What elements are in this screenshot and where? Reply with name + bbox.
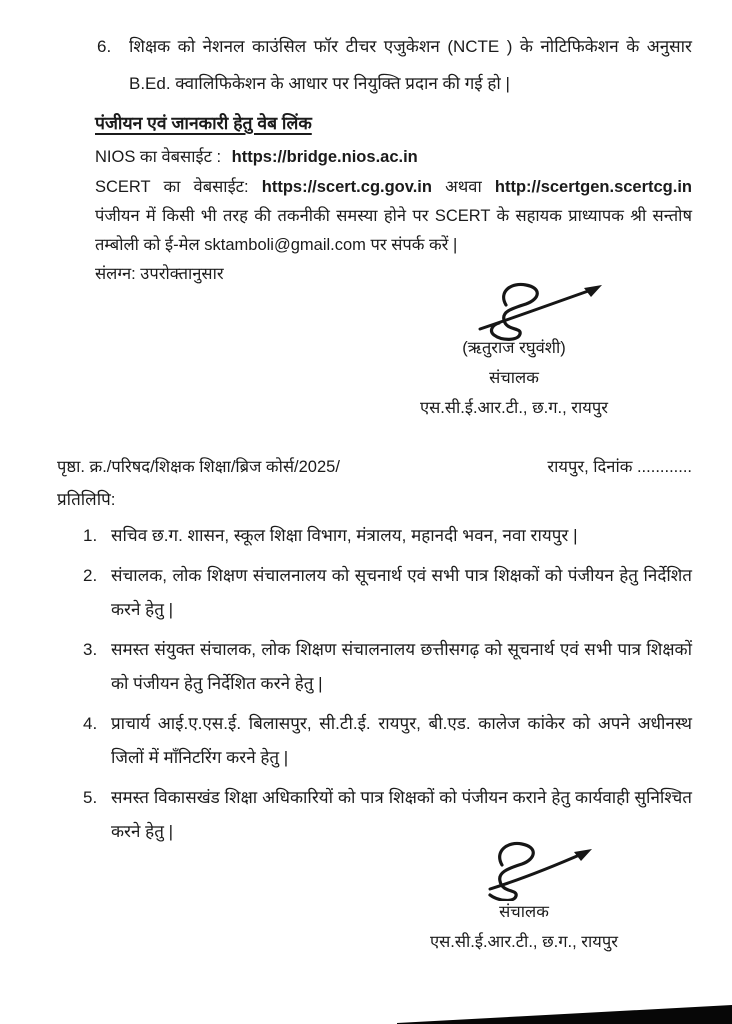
scert-label: SCERT का वेबसाईट: (95, 178, 249, 196)
support-paragraph (95, 202, 692, 260)
copy-item-text: सचिव छ.ग. शासन, स्कूल शिक्षा विभाग, मंत्रालय, महानदी भवन, नवा रायपुर | (111, 526, 578, 545)
numbered-item-6 (57, 28, 692, 102)
copy-item-number: 3. (83, 640, 98, 659)
copy-item-number: 4. (83, 714, 98, 733)
signature-block-2 (394, 883, 654, 957)
weblink-heading: पंजीयन एवं जानकारी हेतु वेब लिंक (95, 113, 312, 133)
nios-website-line (95, 142, 692, 172)
copies-list (57, 519, 692, 849)
attachment-line: संलग्न: उपरोक्तानुसार (95, 265, 224, 283)
document-content (57, 28, 692, 957)
copy-item (57, 559, 692, 627)
scert-url-1: https://scert.cg.gov.in (261, 178, 432, 196)
copy-item-text: समस्त विकासखंड शिक्षा अधिकारियों को पात्र शिक्षकों को पंजीयन कराने हेतु कार्यवाही सुनिश्चित करने हेतु | (111, 788, 692, 841)
support-text-1: पंजीयन में किसी भी तरह की तकनीकी समस्या होने पर SCERT के सहायक प्राध्यापक श्री सन्तोष तम्बोली को ई-मेल (95, 207, 692, 254)
signature1-scribble (446, 279, 616, 341)
copy-item-text: समस्त संयुक्त संचालक, लोक शिक्षण संचालनालय छत्तीसगढ़ को सूचनार्थ एवं सभी पात्र शिक्षकों को पंजीयन हेतु निर्देशित करने हेतु | (111, 640, 692, 693)
signatory-org: एस.सी.ई.आर.टी., छ.ग., रायपुर (429, 933, 618, 951)
scert-conjunction: अथवा (445, 178, 482, 196)
item-text: शिक्षक को नेशनल काउंसिल फॉर टीचर एजुकेशन (NCTE ) के नोटिफिकेशन के अनुसार B.Ed. क्वालिफिकेशन के आधार पर नियुक्ति प्रदान की गई हो | (129, 37, 692, 93)
scan-artifact-wedge (397, 1000, 732, 1024)
support-email: sktamboli@gmail.com (204, 236, 366, 254)
signature-block-1 (384, 293, 644, 423)
support-text-2: पर संपर्क करें | (365, 236, 458, 254)
signatory-title: संचालक (499, 903, 549, 921)
copy-item-text: संचालक, लोक शिक्षण संचालनालय को सूचनार्थ एवं सभी पात्र शिक्षकों को पंजीयन हेतु निर्देशित करने हेतु | (111, 566, 692, 619)
copy-to-label: प्रतिलिपि: (57, 490, 116, 509)
signatory-org: एस.सी.ई.आर.टी., छ.ग., रायपुर (419, 399, 608, 417)
signatory-name: (ऋतुराज रघुवंशी) (462, 339, 566, 357)
copy-item (57, 707, 692, 775)
reference-number: पृष्ठा. क्र./परिषद/शिक्षक शिक्षा/ब्रिज कोर्स/2025/ (57, 458, 340, 476)
copy-item (57, 633, 692, 701)
copy-item-number: 2. (83, 566, 98, 585)
scert-url-2: http://scertgen.scertcg.in (494, 178, 693, 196)
copy-item-text: प्राचार्य आई.ए.एस.ई. बिलासपुर, सी.टी.ई. रायपुर, बी.एड. कालेज कांकेर को अपने अधीनस्थ जिलों में माँनिटरिंग करने हेतु | (111, 714, 692, 767)
copy-item-number: 5. (83, 788, 98, 807)
copy-item-number: 1. (83, 526, 98, 545)
reference-row (57, 453, 692, 481)
nios-label: NIOS का वेबसाईट : (95, 148, 222, 166)
signature2-scribble (446, 837, 606, 901)
nios-url: https://bridge.nios.ac.in (231, 148, 418, 166)
signatory-title: संचालक (489, 369, 539, 387)
place-date: रायपुर, दिनांक ............ (547, 458, 692, 476)
scert-website-line (95, 172, 692, 202)
copy-item (57, 519, 692, 553)
item-number: 6. (97, 37, 112, 56)
